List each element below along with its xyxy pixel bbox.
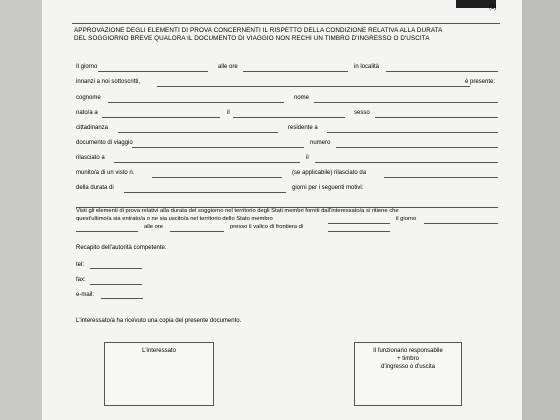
heading-line-1: APPROVAZIONE DEGLI ELEMENTI DI PROVA CONCERNENTI IL RISPETTO DELLA CONDIZIONE RELATIVA ALLA DURATA: [74, 27, 443, 34]
label-e-presente: è presente:: [465, 79, 496, 85]
paragraph-line-2a: quest'ultimo/a sia entrato/a o ne sia uscito/a nel territorio dello Stato membro: [76, 216, 273, 222]
label-residente: residente a: [288, 125, 318, 131]
field-valico[interactable]: [328, 231, 390, 232]
field-visto-rilasciato-da[interactable]: [384, 177, 498, 178]
signature-box-funzionario[interactable]: [354, 342, 462, 406]
field-residente[interactable]: [327, 132, 498, 133]
label-giorni-motivi: giorni per i seguenti motivi:: [292, 185, 364, 191]
label-munito: munito/a di un visto n.: [76, 170, 135, 176]
field-ora-ingresso[interactable]: [170, 231, 224, 232]
signature-box-funzionario-line-1: Il funzionario responsabile: [373, 348, 443, 354]
signature-box-interessato-label: L'interessato: [142, 348, 176, 354]
receipt-statement: L'interessato/a ha ricevuto una copia del presente documento.: [76, 318, 242, 324]
paragraph-line-1: Visti gli elementi di prova relativi alla durata del soggiorno nel territorio degli Stati membri forniti dall'interessato/a si ritiene che: [76, 208, 399, 214]
label-cittadinanza: cittadinanza: [76, 125, 109, 131]
footnote-marker: (1): [489, 5, 497, 11]
signature-box-interessato[interactable]: [104, 342, 214, 406]
field-giorno-ingresso[interactable]: [424, 223, 498, 224]
label-sesso: sesso: [354, 110, 370, 116]
heading-line-2: DEL SOGGIORNO BREVE QUALORA IL DOCUMENTO DI VIAGGIO NON RECHI UN TIMBRO D'INGRESSO O D'USCITA: [74, 35, 430, 42]
label-il-rilascio: il: [306, 155, 309, 161]
label-durata: della durata di: [76, 185, 114, 191]
field-in-localita[interactable]: [386, 71, 498, 72]
label-alle-ore: alle ore: [218, 64, 238, 70]
field-documento[interactable]: [132, 147, 304, 148]
label-nato-a: nato/a a: [76, 110, 98, 116]
field-fax[interactable]: [90, 284, 142, 285]
field-sesso[interactable]: [375, 117, 498, 118]
label-innanzi: innanzi a noi sottoscritti,: [76, 79, 141, 85]
field-alle-ore[interactable]: [243, 71, 348, 72]
field-cognome[interactable]: [108, 102, 284, 103]
field-luogo-nascita[interactable]: [102, 117, 220, 118]
label-se-applicabile: (se applicabile) rilasciato da: [292, 170, 367, 176]
field-email[interactable]: [101, 298, 143, 299]
label-rilasciato-a: rilasciato a: [76, 155, 105, 161]
field-rilasciato-a[interactable]: [114, 162, 300, 163]
signature-box-funzionario-line-2: + timbro: [397, 356, 419, 362]
paragraph-line-3a: alle ore: [144, 224, 164, 230]
contact-title: Recapito dell'autorità competente:: [76, 245, 167, 251]
field-cittadinanza[interactable]: [118, 132, 278, 133]
field-data-nascita[interactable]: [233, 117, 345, 118]
field-nome[interactable]: [314, 102, 498, 103]
field-visto-n[interactable]: [152, 177, 282, 178]
label-email: e-mail:: [76, 292, 95, 298]
label-il-giorno: Il giorno: [76, 64, 98, 70]
paragraph-line-3b: presso il valico di frontiera di: [230, 224, 304, 230]
label-in-localita: in località: [354, 64, 380, 70]
field-durata[interactable]: [124, 192, 286, 193]
label-numero: numero: [310, 140, 331, 146]
label-documento: documento di viaggio: [76, 140, 133, 146]
field-giorno-cont[interactable]: [76, 231, 138, 232]
label-fax: fax:: [76, 277, 86, 283]
paragraph-line-2b: il giorno: [396, 216, 417, 222]
label-nome: nome: [294, 95, 310, 101]
label-cognome: cognome: [76, 95, 101, 101]
label-tel: tel:: [76, 262, 85, 268]
field-tel[interactable]: [90, 268, 142, 269]
signature-box-funzionario-line-3: d'ingresso o d'uscita: [381, 364, 435, 370]
field-numero[interactable]: [336, 147, 498, 148]
heading-rule: [72, 23, 500, 24]
field-data-rilascio[interactable]: [315, 162, 498, 163]
field-stato-membro[interactable]: [328, 223, 390, 224]
page-shadow: [522, 0, 560, 420]
field-il-giorno[interactable]: [98, 71, 208, 72]
field-sottoscritti[interactable]: [157, 86, 470, 87]
label-il-nascita: il: [227, 110, 230, 116]
